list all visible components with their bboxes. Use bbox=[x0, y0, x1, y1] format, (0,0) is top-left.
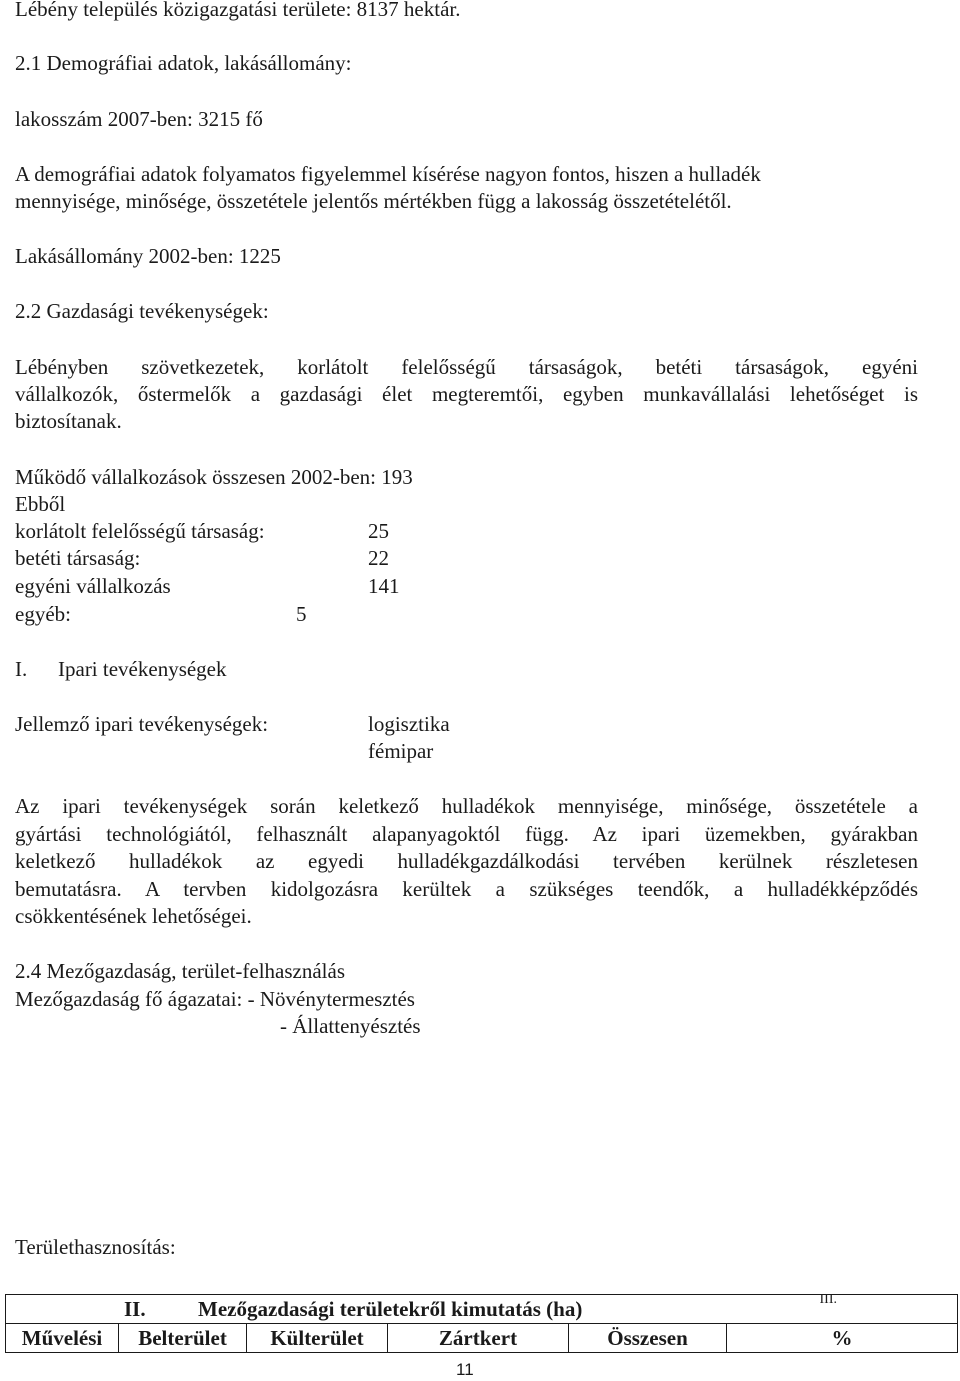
breakdown-value: 25 bbox=[368, 519, 389, 543]
economy-paragraph-line-2: vállalkozók, őstermelők a gazdasági élet megteremtői, egyben munkavállalási lehetőséget is bbox=[15, 382, 918, 406]
industry-paragraph-line: keletkező hulladékok az egyedi hulladékgazdálkodási tervében kerülnek részletesen bbox=[15, 849, 918, 873]
area-line: Lébény település közigazgatási területe: 8137 hektár. bbox=[15, 0, 461, 21]
industry-heading-number: I. bbox=[15, 657, 28, 681]
industry-paragraph-line: gyártási technológiától, felhasznált alapanyagoktól függ. Az ipari üzemekben, gyárakban bbox=[15, 822, 918, 846]
page-number: 11 bbox=[456, 1360, 474, 1379]
typical-industry-item: logisztika bbox=[368, 712, 450, 736]
breakdown-value: 22 bbox=[368, 546, 389, 570]
enterprises-total: Működő vállalkozások összesen 2002-ben: 193 bbox=[15, 465, 413, 489]
typical-industry-item: fémipar bbox=[368, 739, 434, 763]
economy-heading: 2.2 Gazdasági tevékenységek: bbox=[15, 299, 269, 323]
breakdown-value: 141 bbox=[368, 574, 400, 598]
column-header: Zártkert bbox=[388, 1324, 569, 1353]
economy-paragraph-line-1: Lébényben szövetkezetek, korlátolt felelősségű társaságok, betéti társaságok, egyéni bbox=[15, 355, 918, 379]
table-title: Mezőgazdasági területekről kimutatás (ha) bbox=[198, 1297, 583, 1321]
agriculture-heading: 2.4 Mezőgazdaság, terület-felhasználás bbox=[15, 959, 346, 983]
housing-line: Lakásállomány 2002-ben: 1225 bbox=[15, 244, 281, 268]
of-which-label: Ebből bbox=[15, 492, 66, 516]
typical-industries-label: Jellemző ipari tevékenységek: bbox=[15, 712, 269, 736]
column-header: Összesen bbox=[569, 1324, 727, 1353]
demography-paragraph-line-1: A demográfiai adatok folyamatos figyelemmel kísérése nagyon fontos, hiszen a hulladék bbox=[15, 162, 761, 186]
table-title-cell bbox=[6, 1292, 958, 1324]
breakdown-label: egyéb: bbox=[15, 602, 71, 626]
industry-paragraph-line: csökkentésének lehetőségei. bbox=[15, 904, 252, 928]
column-header: % bbox=[727, 1324, 958, 1353]
economy-paragraph-line-3: biztosítanak. bbox=[15, 409, 122, 433]
population-line: lakosszám 2007-ben: 3215 fő bbox=[15, 107, 263, 131]
table-corner-label: III. bbox=[819, 1292, 837, 1307]
agriculture-branches-line-1: Mezőgazdaság fő ágazatai: - Növénytermesztés bbox=[15, 987, 415, 1011]
land-use-label: Területhasznosítás: bbox=[15, 1235, 176, 1259]
industry-paragraph-line: Az ipari tevékenységek során keletkező hulladékok mennyisége, minősége, összetétele a bbox=[15, 794, 918, 818]
table-header-row bbox=[6, 1324, 958, 1353]
demography-heading: 2.1 Demográfiai adatok, lakásállomány: bbox=[15, 51, 352, 75]
breakdown-value: 5 bbox=[296, 602, 307, 626]
breakdown-label: betéti társaság: bbox=[15, 546, 141, 570]
agriculture-branches-line-2: - Állattenyésztés bbox=[280, 1014, 421, 1038]
table-title-number: II. bbox=[124, 1297, 146, 1321]
industry-paragraph-line: bemutatásra. A tervben kidolgozásra kerültek a szükséges teendők, a hulladékképződés bbox=[15, 877, 918, 901]
land-use-table bbox=[5, 1294, 958, 1353]
breakdown-label: korlátolt felelősségű társaság: bbox=[15, 519, 265, 543]
breakdown-label: egyéni vállalkozás bbox=[15, 574, 171, 598]
column-header: Külterület bbox=[247, 1324, 388, 1353]
column-header: Művelési bbox=[6, 1324, 119, 1353]
industry-heading-text: Ipari tevékenységek bbox=[58, 657, 227, 681]
demography-paragraph-line-2: mennyisége, minősége, összetétele jelentős mértékben függ a lakosság összetételétől. bbox=[15, 189, 732, 213]
table-title-row bbox=[6, 1295, 958, 1324]
column-header: Belterület bbox=[119, 1324, 247, 1353]
